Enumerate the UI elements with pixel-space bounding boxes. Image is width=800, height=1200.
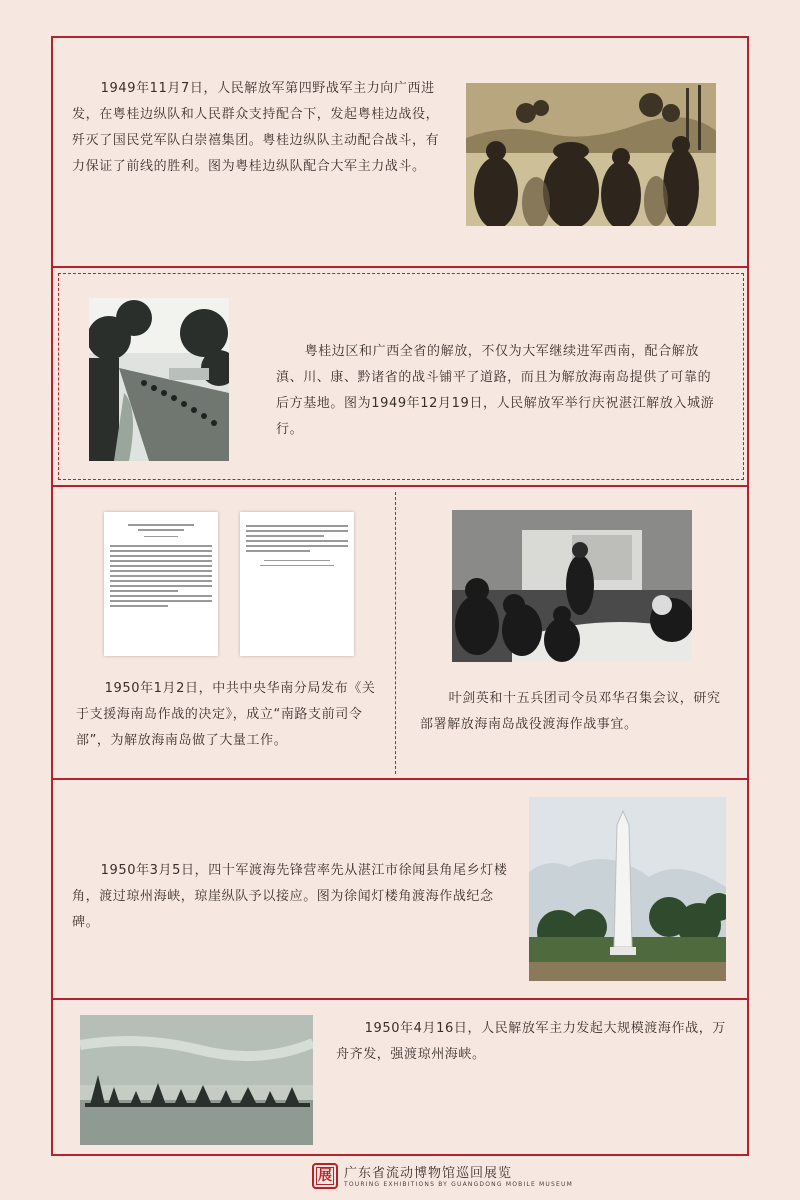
section-3-right-text: 叶剑英和十五兵团司令员邓华召集会议，研究部署解放海南岛战役渡海作战事宜。 [420, 691, 721, 732]
monument-photo [529, 797, 726, 981]
section-1-text: 1949年11月7日，人民解放军第四野战军主力向广西进发，在粤桂边纵队和人民群众支持配合下，发起粤桂边战役，歼灭了国民党军队白崇禧集团。粤桂边纵队主动配合战斗，有力保证了前线的胜利。图为粤桂边纵队配合大军主力战斗。 [72, 81, 440, 174]
meeting-photo [452, 510, 692, 662]
footer [0, 1158, 800, 1200]
section-4-text: 1950年3月5日，四十军渡海先锋营率先从湛江市徐闻县角尾乡灯楼角，渡过琼州海峡，琼崖纵队予以接应。图为徐闻灯楼角渡海作战纪念碑。 [72, 863, 508, 930]
section-2-text: 粤桂边区和广西全省的解放，不仅为大军继续进军西南，配合解放滇、川、康、黔诸省的战斗铺平了道路，而且为解放海南岛提供了可靠的后方基地。图为1949年12月19日，人民解放军举行庆祝湛江解放入城游行。 [276, 344, 715, 437]
section-divider [51, 266, 749, 268]
section-3-left-text: 1950年1月2日，中共中央华南分局发布《关于支援海南岛作战的决定》，成立“南路支前司令部”，为解放海南岛做了大量工作。 [76, 681, 376, 748]
footer-title: 广东省流动博物馆巡回展览 [344, 1166, 513, 1181]
section-5-text: 1950年4月16日，人民解放军主力发起大规模渡海作战，万舟齐发，强渡琼州海峡。 [336, 1021, 726, 1062]
museum-seal-logo: 展 [312, 1163, 338, 1189]
section-divider [51, 778, 749, 780]
section-divider [51, 485, 749, 487]
document-page-1 [104, 512, 218, 656]
section-divider [51, 998, 749, 1000]
battle-photo [466, 83, 716, 226]
footer-subtitle: TOURING EXHIBITIONS BY GUANGDONG MOBILE MUSEUM [344, 1181, 573, 1188]
dashed-divider [395, 492, 396, 774]
fleet-photo [80, 1015, 313, 1145]
parade-photo [89, 298, 229, 461]
document-page-2 [240, 512, 354, 656]
